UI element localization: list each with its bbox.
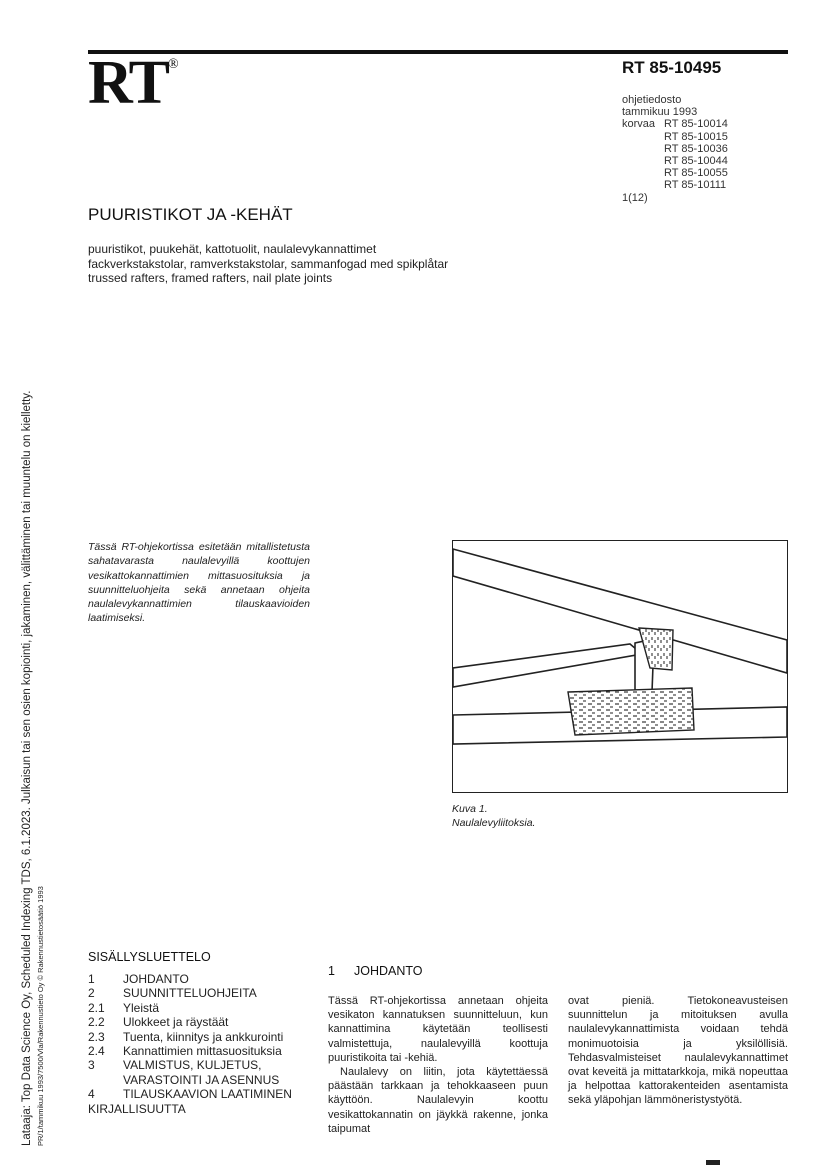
figure-caption — [452, 803, 535, 830]
toc-title: SISÄLLYSLUETTELO — [88, 950, 211, 964]
toc-number: 2.3 — [88, 1029, 105, 1044]
vertical-margin-notice — [21, 391, 45, 1146]
toc-number: 2.4 — [88, 1044, 105, 1059]
toc-item[interactable] — [88, 1001, 308, 1015]
keywords-fi: puuristikot, puukehät, kattotuolit, naulalevykannattimet — [88, 242, 377, 256]
body-column-left — [328, 994, 548, 1136]
toc-item[interactable] — [88, 972, 308, 986]
replaced-doc: RT 85-10055 — [664, 167, 728, 180]
section-number: 1 — [328, 964, 335, 978]
keywords-sv: fackverkstakstolar, ramverkstakstolar, sammanfogad med spikplåtar — [88, 256, 449, 271]
toc-text: Kannattimien mittasuosituksia — [123, 1044, 282, 1059]
toc-text: TILAUSKAAVION LAATIMINEN — [123, 1087, 292, 1102]
document-date: tammikuu 1993 — [622, 106, 698, 119]
replaced-doc: RT 85-10015 — [664, 130, 728, 143]
toc-item[interactable] — [88, 1058, 308, 1087]
print-info: PR/1/tammikuu 1993/7500/Vla/Rakennustieto Oy © Rakennustietosäätiö 1993 — [36, 886, 45, 1146]
table-of-contents — [88, 972, 308, 1116]
toc-number: 4 — [88, 1087, 95, 1102]
rt-logo — [88, 49, 179, 117]
page-count: 1(12) — [622, 191, 648, 204]
toc-text: VALMISTUS, KULJETUS, VARASTOINTI JA ASENNUS — [123, 1058, 280, 1087]
header-rule — [88, 50, 788, 54]
toc-item[interactable] — [88, 1044, 308, 1058]
toc-text: Ulokkeet ja räystäät — [123, 1015, 229, 1030]
toc-item[interactable] — [88, 986, 308, 1000]
toc-item-bibliography[interactable]: KIRJALLISUUTTA — [88, 1101, 186, 1116]
toc-number: 2 — [88, 986, 95, 1001]
body-paragraph: ovat pieniä. Tietokoneavusteisen suunnittelun ja mitoituksen avulla naulalevykannattimista voidaan tehdä monimuotoisia ja yksilöllisiä. Tehdasvalmisteiset naulalevykannattimet ovat keveitä ja mittatarkkoja, mikä nopeuttaa ja helpottaa kattorakenteiden asentamista sekä yläpohjan lämmöneristystyötä. — [568, 995, 788, 1107]
toc-text: Yleistä — [123, 1000, 160, 1015]
caption-label: Kuva 1. — [452, 803, 488, 815]
replaced-doc: RT 85-10044 — [664, 155, 728, 168]
toc-item[interactable] — [88, 1030, 308, 1044]
toc-number: 1 — [88, 972, 95, 986]
keywords — [88, 242, 448, 286]
toc-item[interactable] — [88, 1087, 308, 1101]
body-paragraph: Naulalevy on liitin, jota käytettäessä päästään tarkkaan ja tehokkaaseen puun käyttöön. Naulalevyin koottu vesikattokannatin on jäykkä rakenne, jonka taipumat — [328, 1066, 548, 1135]
nail-plate-joint-illustration — [452, 540, 788, 793]
toc-number: 3 — [88, 1058, 95, 1073]
toc-number: 2.2 — [88, 1015, 105, 1030]
toc-text: Tuenta, kiinnitys ja ankkurointi — [123, 1029, 284, 1044]
document-type: ohjetiedosto — [622, 94, 682, 106]
body-column-right — [568, 994, 788, 1108]
caption-text: Naulalevyliitoksia. — [452, 816, 536, 829]
document-title: PUURISTIKOT JA -KEHÄT — [88, 205, 293, 224]
replaced-doc: RT 85-10111 — [664, 179, 727, 192]
page-corner-mark — [706, 1160, 720, 1165]
document-meta — [622, 94, 728, 204]
section-title: JOHDANTO — [354, 964, 423, 978]
toc-item[interactable] — [88, 1015, 308, 1029]
replaces-label: korvaa — [622, 118, 656, 131]
keywords-en: trussed rafters, framed rafters, nail plate joints — [88, 271, 333, 285]
toc-text: JOHDANTO — [123, 972, 189, 986]
toc-number: 2.1 — [88, 1000, 105, 1015]
download-notice: Lataaja: Top Data Science Oy, Scheduled Indexing TDS, 6.1.2023. Julkaisun tai sen osien kopiointi, jakaminen, välittäminen tai muuntelu on kielletty. — [21, 390, 33, 1146]
registered-mark: ® — [167, 57, 179, 72]
replaced-doc: RT 85-10036 — [664, 142, 728, 155]
intro-text: Tässä RT-ohjekortissa esitetään mitallistetusta sahatavarasta naulalevyillä koottujen vesikattokannattimien mittasuosituksia ja suunnitteluohjeita sekä annetaan ohjeita naulalevykannattimien tilauskaavioiden laatimiseksi. — [88, 541, 310, 625]
replaced-doc: RT 85-10014 — [664, 118, 728, 131]
logo-text: RT — [88, 49, 168, 117]
toc-text: SUUNNITTELUOHJEITA — [123, 986, 257, 1001]
document-id: RT 85-10495 — [622, 58, 722, 77]
body-paragraph: Tässä RT-ohjekortissa annetaan ohjeita vesikaton kannatuksen suunnitteluun, kun kannattimina käytetään teollisesti valmistettuja, naulalevyillä koottuja puuristikoita tai -kehiä. — [328, 995, 548, 1064]
replaces-block — [622, 118, 728, 191]
section-heading — [328, 964, 423, 978]
